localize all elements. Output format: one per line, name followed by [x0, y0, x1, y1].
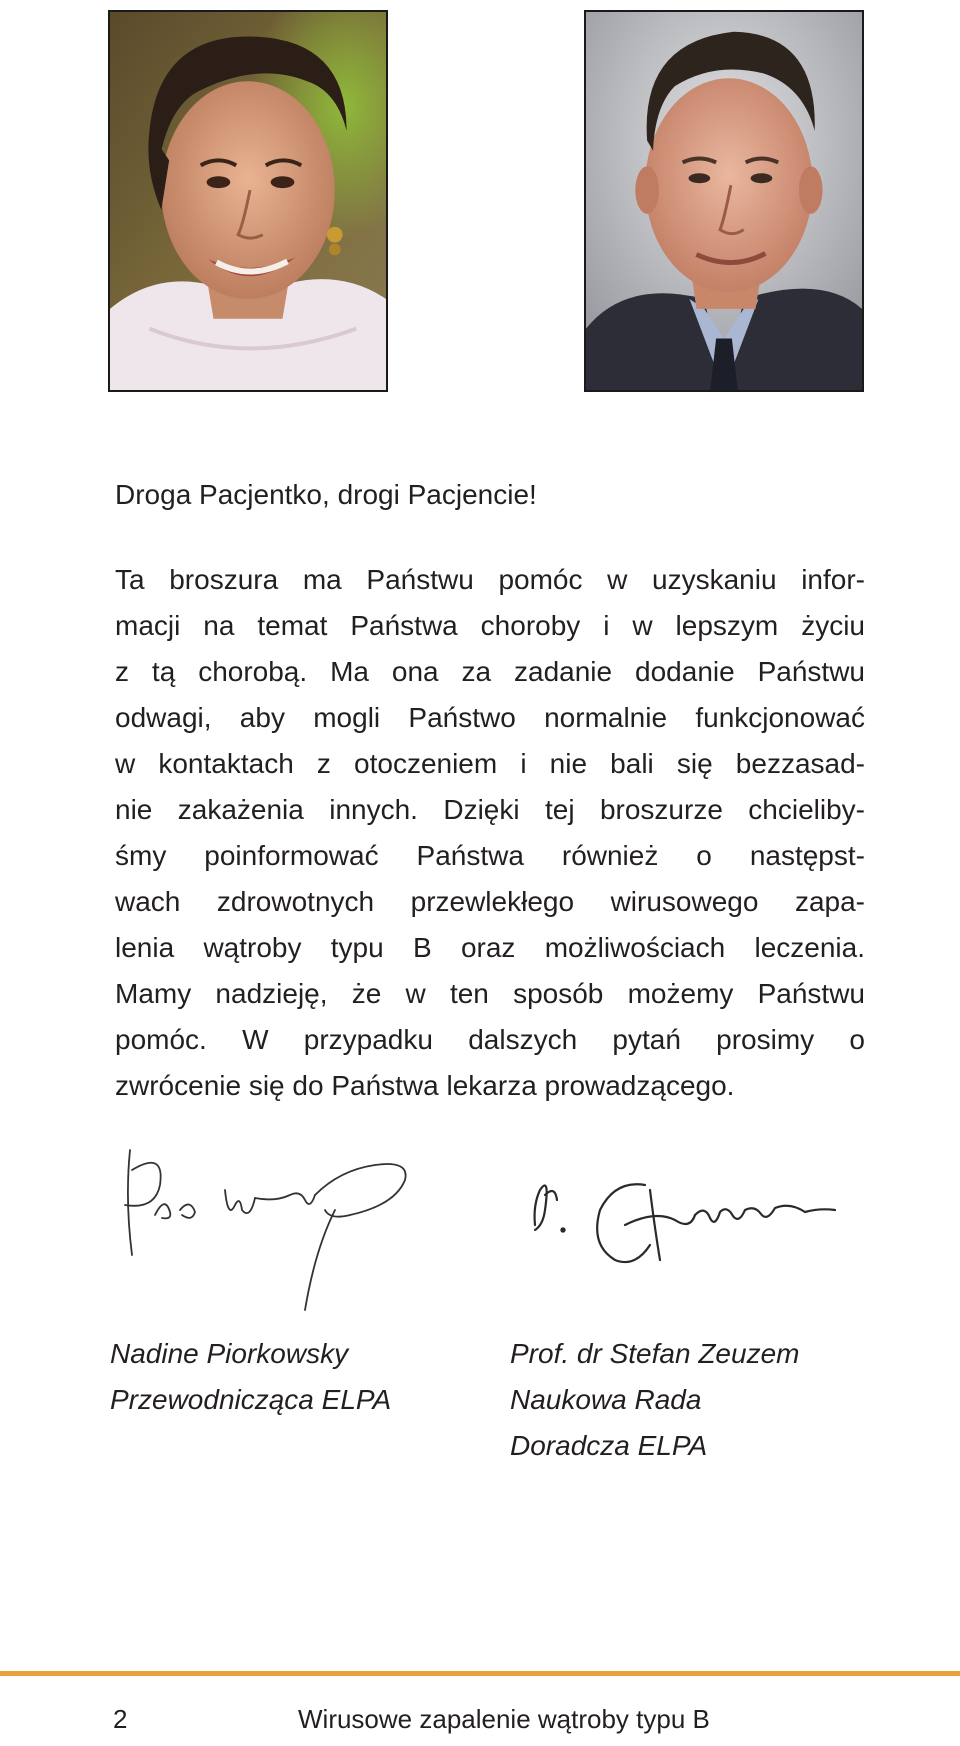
signatory-right-role-line1: Naukowa Rada [510, 1384, 702, 1415]
page-number: 2 [113, 1704, 128, 1734]
footer-rule [0, 1671, 960, 1676]
letter-line: Mamy nadzieję, że w ten sposób możemy Państwu [115, 978, 865, 1009]
letter-line: pomóc. W przypadku dalszych pytań prosimy o [115, 1024, 865, 1055]
portrait-photo-right [584, 10, 864, 392]
letter-line: Ta broszura ma Państwu pomóc w uzyskaniu infor- [115, 564, 865, 595]
letter-line: nie zakażenia innych. Dzięki tej broszurze chcieliby- [115, 794, 865, 825]
letter-line: macji na temat Państwa choroby i w lepszym życiu [115, 610, 865, 641]
signatory-right-role-line2: Doradcza ELPA [510, 1430, 708, 1461]
letter-line: odwagi, aby mogli Państwo normalnie funkcjonować [115, 702, 865, 733]
signatory-right [510, 1331, 799, 1469]
letter-salutation: Droga Pacjentko, drogi Pacjencie! [115, 479, 537, 510]
letter-body [115, 557, 865, 1109]
letter-line: śmy poinformować Państwa również o następst- [115, 840, 865, 871]
signatory-left-name: Nadine Piorkowsky [110, 1338, 349, 1369]
signatory-left [110, 1331, 391, 1423]
letter-line: w kontaktach z otoczeniem i nie bali się bezzasad- [115, 748, 865, 779]
signatory-left-role: Przewodnicząca ELPA [110, 1384, 392, 1415]
portrait-photo-left [108, 10, 388, 392]
letter-line: wach zdrowotnych przewlekłego wirusowego zapa- [115, 886, 865, 917]
man-portrait-image [586, 12, 862, 390]
running-title: Wirusowe zapalenie wątroby typu B [298, 1704, 710, 1734]
signature-left [110, 1140, 430, 1320]
signatory-right-name: Prof. dr Stefan Zeuzem [510, 1338, 800, 1369]
letter-line: zwrócenie się do Państwa lekarza prowadzącego. [115, 1070, 735, 1101]
letter-line: lenia wątroby typu B oraz możliwościach leczenia. [115, 932, 865, 963]
woman-portrait-image [110, 12, 386, 390]
signature-right [505, 1150, 865, 1300]
letter-line: z tą chorobą. Ma ona za zadanie dodanie Państwu [115, 656, 865, 687]
